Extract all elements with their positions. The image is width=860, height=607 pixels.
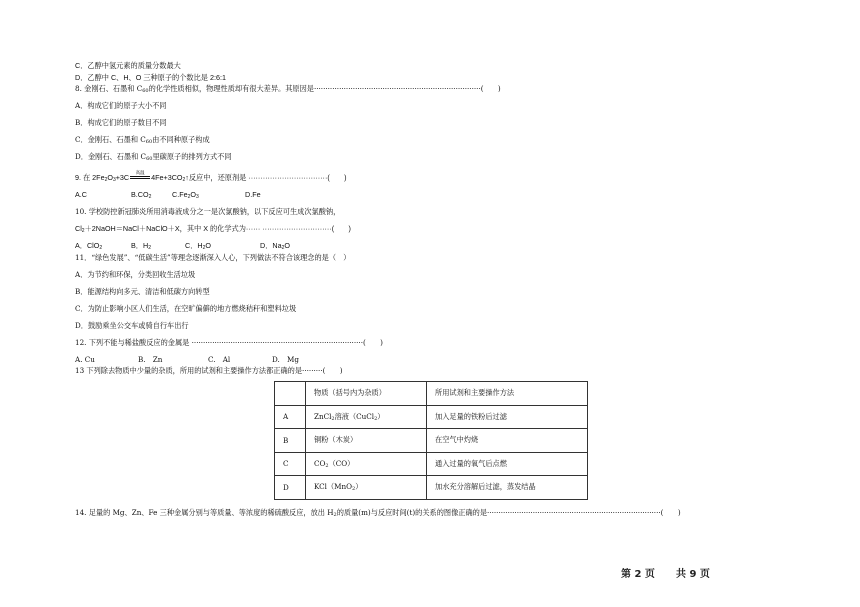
row-label: C — [275, 452, 306, 476]
question-11: 11．“绿色发展”、“低碳生活”等理念逐渐深入人心，下列做法不符合该理念的是（ ） — [75, 253, 351, 262]
question-9: 9. 在 $2Fe_2O_3+3C$ 高温 $4Fe+3CO_2↑$反应中，还原剂是 ·································( ) — [75, 170, 347, 183]
question-14: 14. 足量的 Mg、Zn、Fe 三种金属分别与等质量、等浓度的稀硫酸反应，放出 $H_2$的质量(m)与反应时间(t)的关系的图像正确的是············································································( ) — [75, 508, 681, 518]
q12-option-d: D. Mg — [272, 355, 299, 364]
page-number: 第 2 页 — [621, 569, 655, 580]
row-label: D — [275, 476, 306, 500]
q9-option-d: D.Fe — [245, 190, 261, 199]
question-13: 13 下列除去物质中少量的杂质，所用的试剂和主要操作方法都正确的是·········( ) — [75, 366, 343, 375]
q9-option-b: $B.CO_2$ — [131, 190, 152, 200]
question-10-equation: $Cl_2+2NaOH=NaCl+NaClO+X$，其中 X 的化学式为······ ·····························( ) — [75, 224, 351, 234]
row-method: 加入足量的铁粉后过滤 — [427, 405, 588, 429]
q11-option-b: B．能源结构向多元、清洁和低碳方向转型 — [75, 287, 210, 296]
row-method: 在空气中灼烧 — [427, 429, 588, 453]
table-header-method: 所用试剂和主要操作方法 — [427, 382, 588, 406]
row-method: 通入过量的氧气后点燃 — [427, 452, 588, 476]
q10-option-d: D．$Na_2O$ — [260, 241, 290, 251]
q10-option-a: A．ClO$_2$ — [75, 241, 103, 251]
row-substance: 铜粉（木炭） — [306, 429, 427, 453]
q8-option-d: D．金刚石、石墨和 $C_{60}$里碳原子的排列方式不同 — [75, 152, 232, 162]
question-12: 12. 下列不能与稀盐酸反应的金属是 ···········································································( ) — [75, 338, 383, 347]
q12-option-a: A. Cu — [75, 355, 95, 364]
q11-option-a: A．为节约和环保，分类回收生活垃圾 — [75, 270, 196, 279]
table-header-empty — [275, 382, 306, 406]
table-row — [275, 476, 588, 500]
q11-option-c: C．为防止影响小区人们生活，在空旷偏僻的地方燃烧秸秆和塑料垃圾 — [75, 304, 297, 313]
row-substance: KCl（MnO$_2$） — [306, 476, 427, 500]
d7-option: D．乙醇中 C、H、O 三种原子的个数比是 2:6:1 — [75, 73, 226, 82]
reaction-condition-sign: 高温 — [129, 173, 151, 181]
q10-option-b: B．$H_2$ — [131, 241, 151, 251]
row-label: B — [275, 429, 306, 453]
row-label: A — [275, 405, 306, 429]
table-row — [275, 405, 588, 429]
impurity-removal-table — [274, 381, 588, 500]
row-method: 加水充分溶解后过滤，蒸发结晶 — [427, 476, 588, 500]
q11-option-d: D．鼓励乘坐公交车或骑自行车出行 — [75, 321, 189, 330]
q10-option-c: C．$H_2O$ — [185, 241, 211, 251]
row-substance: ZnCl$_2$溶液（CuCl$_2$） — [306, 405, 427, 429]
question-10: 10. 学校防控新冠肺炎所用消毒液成分之一是次氯酸钠，以下反应可生成次氯酸钠， — [75, 207, 341, 216]
row-substance: $CO_2(CO)$ — [306, 452, 427, 476]
q8-option-c: C．金刚石、石墨和 $C_{60}$由不同种原子构成 — [75, 135, 210, 145]
question-8: 8. 金刚石、石墨和 $C_{60}$的化学性质相似，物理性质却有很大差异。其原因是·········································································( ) — [75, 84, 501, 94]
q9-option-a: A.C — [75, 190, 87, 199]
q9-option-c: $C.Fe_2O_3$ — [172, 190, 199, 200]
q12-option-b: B. Zn — [138, 355, 163, 364]
c7-option: C．乙醇中氢元素的质量分数最大 — [75, 61, 181, 70]
total-pages: 共 9 页 — [676, 569, 710, 580]
q8-option-a: A．构成它们的原子大小不同 — [75, 101, 167, 110]
q8-option-b: B．构成它们的原子数目不同 — [75, 118, 167, 127]
table-row — [275, 452, 588, 476]
q12-option-c: C. Al — [208, 355, 231, 364]
table-header-row — [275, 382, 588, 406]
table-header-substance: 物质（括号内为杂质） — [306, 382, 427, 406]
table-row — [275, 429, 588, 453]
